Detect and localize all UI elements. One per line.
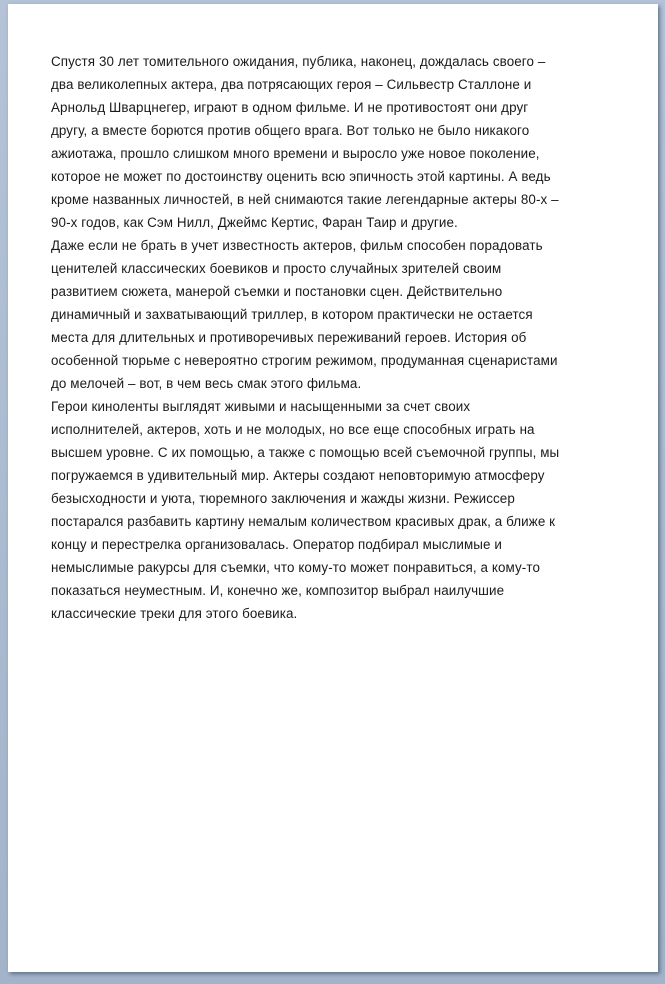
document-page[interactable] xyxy=(8,4,658,972)
document-text-body[interactable] xyxy=(51,50,626,625)
paragraph-2[interactable]: Даже если не брать в учет известность актеров, фильм способен порадовать ценителей классических боевиков и просто случайных зрителей своим развитием сюжета, манерой съемки и постановки сцен. Действительно динамичный и захватывающий триллер, в котором практически не остается места для длительных и противоречивых переживаний героев. История об особенной тюрьме с невероятно строгим режимом, продуманная сценаристами до мелочей – вот, в чем весь смак этого фильма. xyxy=(51,238,558,391)
paragraph-1[interactable]: Спустя 30 лет томительного ожидания, публика, наконец, дождалась своего – два великолепных актера, два потрясающих героя – Сильвестр Сталлоне и Арнольд Шварцнегер, играют в одном фильме. И не противостоят они друг другу, а вместе борются против общего врага. Вот только не было никакого ажиотажа, прошло слишком много времени и выросло уже новое поколение, которое не может по достоинству оценить всю эпичность этой картины. А ведь кроме названных личностей, в ней снимаются такие легендарные актеры 80-х – 90-х годов, как Сэм Нилл, Джеймс Кертис, Фаран Таир и другие. xyxy=(51,54,559,230)
paragraph-3[interactable]: Герои киноленты выглядят живыми и насыщенными за счет своих исполнителей, актеров, хоть и не молодых, но все еще способных играть на высшем уровне. С их помощью, а также с помощью всей съемочной группы, мы погружаемся в удивительный мир. Актеры создают неповторимую атмосферу безысходности и уюта, тюремного заключения и жажды жизни. Режиссер постарался разбавить картину немалым количеством красивых драк, а ближе к концу и перестрелка организовалась. Оператор подбирал мыслимые и немыслимые ракурсы для съемки, что кому-то может понравиться, а кому-то показаться неуместным. И, конечно же, композитор выбрал наилучшие классические треки для этого боевика. xyxy=(51,399,560,621)
